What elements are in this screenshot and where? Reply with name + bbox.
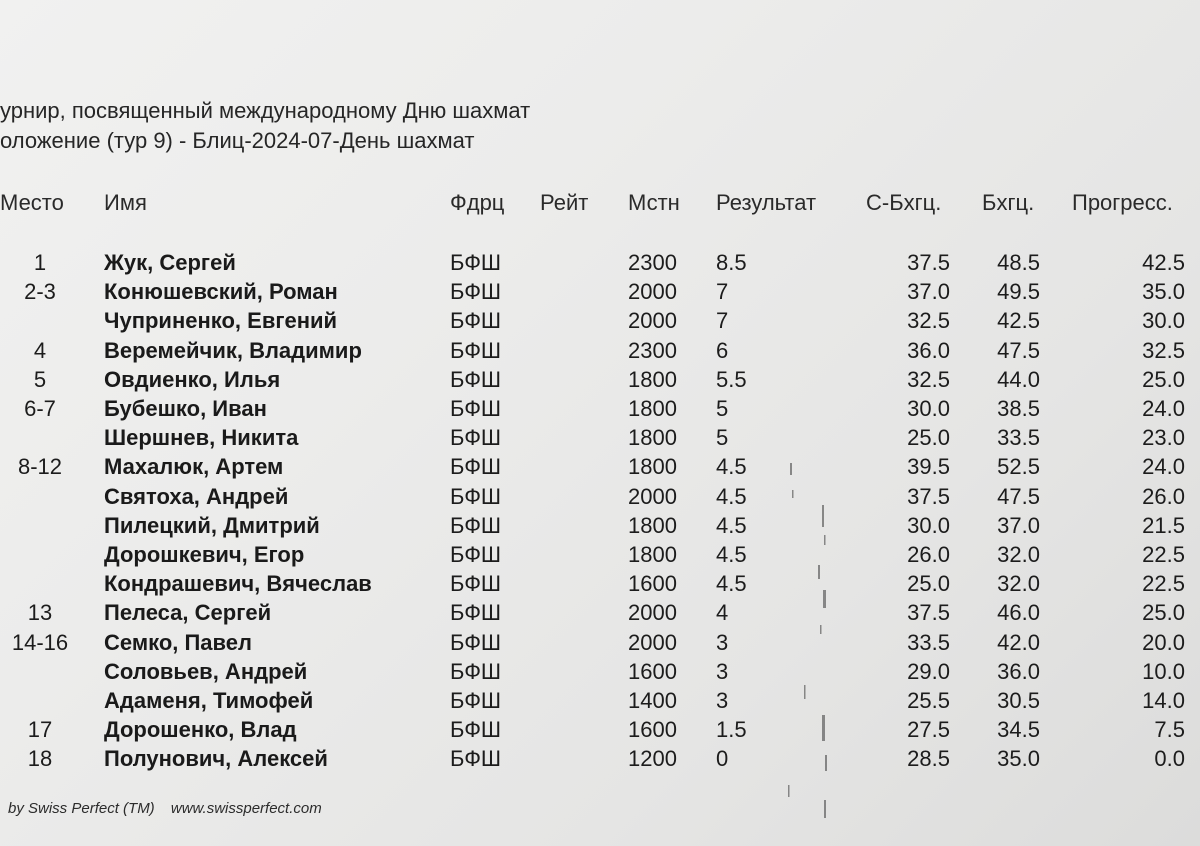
result-score: 8.5 [716, 250, 747, 275]
row-place: 17 [27, 717, 53, 743]
table-row [0, 715, 1200, 745]
result-score: 5.5 [716, 366, 747, 392]
player-name: Пелеса, Сергей [104, 600, 272, 626]
footer-url: www.swissperfect.com [170, 800, 322, 817]
player-name: Дорошенко, Влад [104, 717, 297, 743]
buchholz: 32.0 [997, 542, 1040, 567]
player-name: Пилецкий, Дмитрий [104, 512, 320, 538]
progress: 30.0 [1142, 308, 1185, 334]
federation: БФШ [450, 366, 502, 392]
player-name: Чуприненко, Евгений [104, 308, 338, 334]
header-federation: Фдрц [450, 190, 505, 215]
progress: 32.5 [1142, 337, 1185, 363]
buchholz: 47.5 [997, 337, 1040, 363]
row-place: 6-7 [24, 396, 56, 421]
federation: БФШ [450, 571, 502, 597]
sonneborn-berger: 37.0 [907, 279, 950, 305]
sonneborn-berger: 29.0 [907, 658, 950, 684]
table-row [0, 540, 1200, 570]
buchholz: 33.5 [997, 425, 1040, 451]
player-name: Бубешко, Иван [104, 396, 267, 421]
player-name: Соловьев, Андрей [104, 658, 308, 684]
player-name: Адаменя, Тимофей [104, 688, 314, 713]
progress: 21.5 [1142, 512, 1185, 538]
local-rating: 2000 [628, 600, 677, 626]
federation: БФШ [450, 629, 502, 655]
buchholz: 46.0 [997, 600, 1040, 626]
sonneborn-berger: 25.0 [907, 425, 950, 451]
table-row [0, 365, 1200, 395]
result-score: 4.5 [716, 512, 747, 538]
sonneborn-berger: 30.0 [907, 512, 950, 538]
progress: 22.5 [1142, 571, 1185, 597]
sonneborn-berger: 39.5 [907, 454, 950, 480]
buchholz: 47.5 [997, 483, 1040, 509]
local-rating: 1800 [628, 542, 677, 567]
sonneborn-berger: 26.0 [907, 542, 950, 567]
row-place: 2-3 [24, 279, 56, 305]
header-result: Результат [716, 190, 817, 215]
result-score: 3 [716, 658, 729, 684]
player-name: Овдиенко, Илья [104, 366, 281, 392]
federation: БФШ [450, 337, 502, 363]
player-name: Конюшевский, Роман [104, 279, 338, 305]
progress: 24.0 [1142, 396, 1185, 421]
progress: 7.5 [1154, 717, 1185, 743]
progress: 25.0 [1142, 366, 1185, 392]
table-row [0, 482, 1200, 512]
federation: БФШ [450, 688, 502, 713]
sonneborn-berger: 36.0 [907, 337, 950, 363]
buchholz: 34.5 [997, 717, 1040, 743]
tournament-title: урнир, посвященный международному Дню шахмат [0, 98, 531, 123]
player-name: Святоха, Андрей [104, 483, 289, 509]
sonneborn-berger: 28.5 [907, 746, 950, 772]
footer-software: by Swiss Perfect (TM) [8, 800, 155, 817]
row-place: 18 [27, 746, 53, 772]
table-header [0, 188, 1200, 218]
local-rating: 1600 [628, 571, 677, 597]
table-row [0, 569, 1200, 599]
local-rating: 2000 [628, 483, 677, 509]
local-rating: 1800 [628, 512, 677, 538]
buchholz: 44.0 [997, 366, 1040, 392]
table-row [0, 306, 1200, 336]
sonneborn-berger: 25.5 [907, 688, 950, 713]
result-score: 4.5 [716, 483, 747, 509]
player-name: Полунович, Алексей [104, 746, 328, 772]
sonneborn-berger: 32.5 [907, 366, 950, 392]
header-place: Место [0, 190, 64, 215]
progress: 35.0 [1142, 279, 1185, 305]
federation: БФШ [450, 542, 502, 567]
federation: БФШ [450, 454, 502, 480]
header-buchholz: Бхгц. [982, 190, 1035, 215]
progress: 14.0 [1142, 688, 1185, 713]
header-local-rating: Мстн [628, 190, 680, 215]
local-rating: 1200 [628, 746, 677, 772]
result-score: 0 [716, 746, 729, 772]
table-row [0, 452, 1200, 482]
buchholz: 52.5 [997, 454, 1040, 480]
result-score: 5 [716, 425, 729, 451]
buchholz: 32.0 [997, 571, 1040, 597]
result-score: 7 [716, 279, 729, 305]
federation: БФШ [450, 279, 502, 305]
player-name: Семко, Павел [104, 629, 252, 655]
local-rating: 1800 [628, 454, 677, 480]
header-name: Имя [104, 190, 147, 215]
row-place: 1 [33, 250, 47, 275]
progress: 25.0 [1142, 600, 1185, 626]
player-name: Махалюк, Артем [104, 454, 284, 480]
sonneborn-berger: 32.5 [907, 308, 950, 334]
local-rating: 1600 [628, 717, 677, 743]
buchholz: 35.0 [997, 746, 1040, 772]
progress: 20.0 [1142, 629, 1185, 655]
result-score: 7 [716, 308, 729, 334]
table-row [0, 248, 1200, 278]
player-name: Кондрашевич, Вячеслав [104, 571, 372, 597]
sonneborn-berger: 37.5 [907, 600, 950, 626]
result-score: 4 [716, 600, 729, 626]
federation: БФШ [450, 746, 502, 772]
federation: БФШ [450, 250, 502, 275]
result-score: 5 [716, 396, 729, 421]
sonneborn-berger: 37.5 [907, 483, 950, 509]
local-rating: 1800 [628, 396, 677, 421]
header-rating: Рейт [540, 190, 589, 215]
table-row [0, 511, 1200, 541]
progress: 23.0 [1142, 425, 1185, 451]
progress: 10.0 [1142, 658, 1185, 684]
sonneborn-berger: 25.0 [907, 571, 950, 597]
result-score: 3 [716, 688, 729, 713]
federation: БФШ [450, 425, 502, 451]
row-place: 5 [33, 366, 47, 392]
table-row [0, 744, 1200, 774]
footer-credit [8, 800, 334, 817]
progress: 42.5 [1142, 250, 1185, 275]
federation: БФШ [450, 512, 502, 538]
row-place: 8-12 [17, 454, 63, 480]
table-row [0, 394, 1200, 424]
table-row [0, 686, 1200, 716]
result-score: 4.5 [716, 454, 747, 480]
federation: БФШ [450, 308, 502, 334]
buchholz: 49.5 [997, 279, 1040, 305]
buchholz: 38.5 [997, 396, 1040, 421]
local-rating: 2300 [628, 337, 677, 363]
row-place: 13 [27, 600, 53, 626]
sonneborn-berger: 27.5 [907, 717, 950, 743]
federation: БФШ [450, 658, 502, 684]
sonneborn-berger: 37.5 [907, 250, 950, 275]
table-row [0, 423, 1200, 453]
local-rating: 2300 [628, 250, 677, 275]
federation: БФШ [450, 396, 502, 421]
buchholz: 30.5 [997, 688, 1040, 713]
buchholz: 42.0 [997, 629, 1040, 655]
result-score: 3 [716, 629, 729, 655]
local-rating: 1600 [628, 658, 677, 684]
result-score: 1.5 [716, 717, 747, 743]
local-rating: 1800 [628, 366, 677, 392]
player-name: Жук, Сергей [104, 250, 236, 275]
federation: БФШ [450, 717, 502, 743]
player-name: Веремейчик, Владимир [104, 337, 362, 363]
federation: БФШ [450, 483, 502, 509]
buchholz: 48.5 [997, 250, 1040, 275]
progress: 24.0 [1142, 454, 1185, 480]
row-place: 14-16 [11, 629, 69, 655]
federation: БФШ [450, 600, 502, 626]
player-name: Шершнев, Никита [104, 425, 299, 451]
buchholz: 42.5 [997, 308, 1040, 334]
table-row [0, 628, 1200, 658]
local-rating: 1400 [628, 688, 677, 713]
progress: 26.0 [1142, 483, 1185, 509]
buchholz: 37.0 [997, 512, 1040, 538]
sonneborn-berger: 30.0 [907, 396, 950, 421]
result-score: 6 [716, 337, 729, 363]
row-place: 4 [33, 337, 47, 363]
buchholz: 36.0 [997, 658, 1040, 684]
sonneborn-berger: 33.5 [907, 629, 950, 655]
table-row [0, 277, 1200, 307]
result-score: 4.5 [716, 542, 747, 567]
progress: 0.0 [1154, 746, 1185, 772]
result-score: 4.5 [716, 571, 747, 597]
table-row [0, 598, 1200, 628]
header-progress: Прогресс. [1072, 190, 1173, 215]
player-name: Дорошкевич, Егор [104, 542, 305, 567]
standings-subtitle: оложение (тур 9) - Блиц-2024-07-День шахмат [0, 128, 475, 153]
local-rating: 2000 [628, 308, 677, 334]
table-row [0, 657, 1200, 687]
local-rating: 2000 [628, 629, 677, 655]
table-row [0, 336, 1200, 366]
header-sonneborn-berger: С-Бхгц. [866, 190, 942, 215]
local-rating: 2000 [628, 279, 677, 305]
local-rating: 1800 [628, 425, 677, 451]
progress: 22.5 [1142, 542, 1185, 567]
